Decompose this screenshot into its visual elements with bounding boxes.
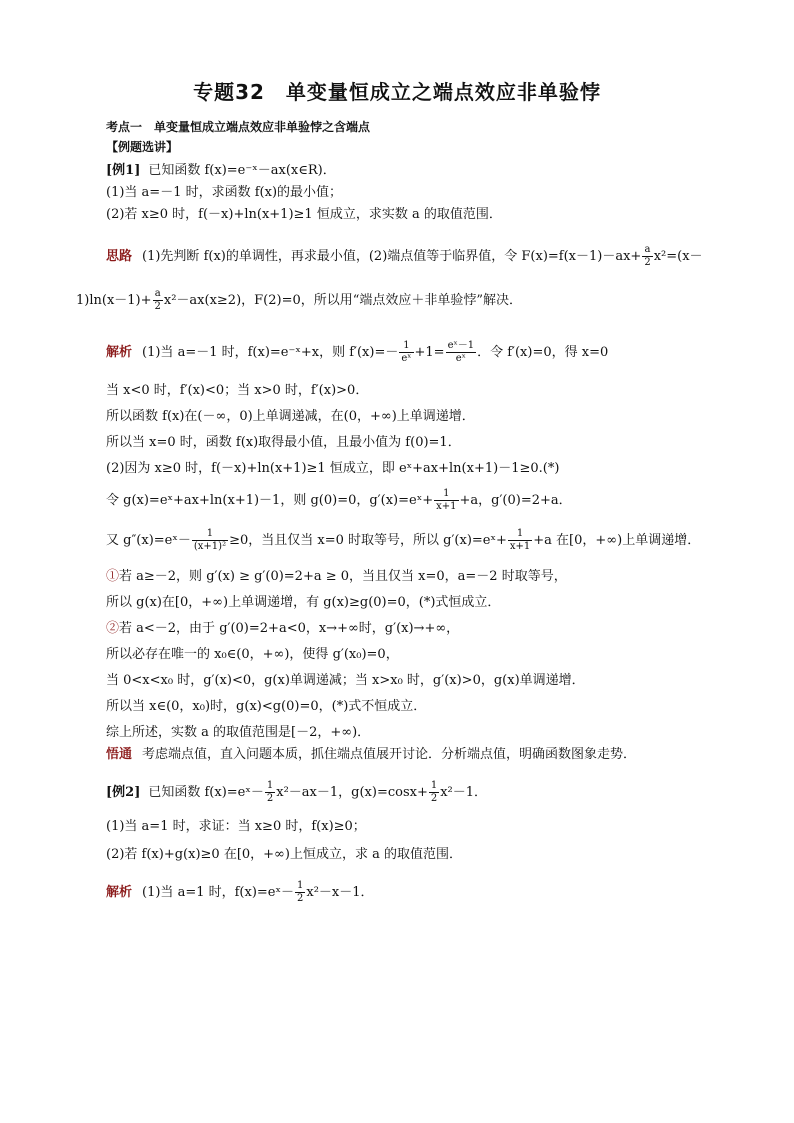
example-1-q1: (1)当 a=－1 时，求函数 f(x)的最小值； <box>106 185 343 200</box>
wutong-line <box>106 746 636 764</box>
jiexi-2-line-1: 解析 (1)当 a=1 时，f(x)=eˣ－ $\frac{1}{2}$ x²－x－1． <box>106 880 374 904</box>
jiexi-1-line-8: ①若 a≥－2，则 g′(x) ≥ g′(0)=2+a ≥ 0，当且仅当 x=0，a=－2 时取等号， <box>106 569 567 584</box>
example-2-q1: (1)当 a=1 时，求证：当 x≥0 时，f(x)≥0； <box>106 819 366 834</box>
fraction-1-over-2: $\frac{1}{2}$ <box>266 780 274 804</box>
jiexi-1-label: 解析 <box>106 345 133 360</box>
silu-text-2b: x²－ax(x≥2)，F(2)=0，所以用“端点效应＋非单验悖”解决． <box>163 293 523 308</box>
fraction-1-over-x-plus-1-b: $\frac{1}{x+1}$ <box>509 528 531 552</box>
page-title: 专题32 单变量恒成立之端点效应非单验悖 <box>193 80 601 104</box>
example-2-stem: [例2] 已知函数 f(x)=eˣ－ $\frac{1}{2}$ x²－ax－1，g(x)=cosx+ $\frac{1}{2}$ x²－1． <box>106 780 488 804</box>
fraction-1-over-2-c: $\frac{1}{2}$ <box>297 880 304 904</box>
fraction-1-over-x-plus-1-squared: $\frac{1}{\text{(x+1)²}}$ <box>193 528 227 552</box>
fraction-a-over-2: $\frac{a}{2}$ <box>644 244 651 268</box>
jiexi-2-label: 解析 <box>106 885 133 900</box>
silu-text-1b: x²=(x－ <box>653 249 703 264</box>
jiexi-1-line-5: (2)因为 x≥0 时，f(－x)+ln(x+1)≥1 恒成立，即 eˣ+ax+ln(x+1)－1≥0.(*) <box>106 461 560 476</box>
jiexi-1-line-4: 所以当 x=0 时，函数 f(x)取得最小值，且最小值为 f(0)=1． <box>106 435 461 450</box>
jiexi-1-line-11: 所以必存在唯一的 x₀∈(0，+∞)，使得 g′(x₀)=0， <box>106 647 399 662</box>
jiexi-1-line-13: 所以当 x∈(0，x₀)时，g(x)<g(0)=0，(*)式不恒成立． <box>106 699 427 714</box>
jiexi-1-line-9: 所以 g(x)在[0，+∞)上单调递增，有 g(x)≥g(0)=0，(*)式恒成立． <box>106 595 501 610</box>
fraction-a-over-2-b: $\frac{a}{2}$ <box>154 288 161 312</box>
fraction-1-over-ex: $\frac{1}{\text{eˣ}}$ <box>401 340 412 364</box>
wutong-text: 考虑端点值，直入问题本质，抓住端点值展开讨论．分析端点值，明确函数图象走势． <box>142 747 637 762</box>
jiexi-1-line-6: 令 g(x)=eˣ+ax+ln(x+1)－1，则 g(0)=0，g′(x)=eˣ+ $\frac{1}{x+1}$ +a，g′(0)=2+a． <box>106 488 572 512</box>
section-heading: 【例题选讲】 <box>106 140 179 154</box>
example-2-label: [例2] <box>106 785 141 800</box>
kaodian-heading: 考点一 单变量恒成立端点效应非单验悖之含端点 <box>106 120 371 134</box>
example-1-q2: (2)若 x≥0 时，f(－x)+ln(x+1)≥1 恒成立，求实数 a 的取值范围． <box>106 207 502 222</box>
example-1-text: 已知函数 f(x)=e⁻ˣ－ax(x∈R)． <box>148 163 336 178</box>
example-2-q2: (2)若 f(x)+g(x)≥0 在[0，+∞)上恒成立，求 a 的取值范围． <box>106 847 462 862</box>
example-1-label: [例1] <box>106 163 141 178</box>
jiexi-1-line-10: ②若 a<－2，由于 g′(0)=2+a<0，x→+∞时，g′(x)→+∞， <box>106 621 460 636</box>
jiexi-1-line-3: 所以函数 f(x)在(－∞，0)上单调递减，在(0，+∞)上单调递增． <box>106 409 475 424</box>
fraction-1-over-x-plus-1: $\frac{1}{x+1}$ <box>436 488 457 512</box>
silu-line-1 <box>106 244 703 269</box>
jiexi-1-line-12: 当 0<x<x₀ 时，g′(x)<0，g(x)单调递减；当 x>x₀ 时，g′(x)>0，g(x)单调递增． <box>106 673 585 688</box>
fraction-ex-minus-1-over-ex: $\frac{\text{eˣ－1}}{\text{eˣ}}$ <box>447 340 475 364</box>
silu-label: 思路 <box>106 249 133 264</box>
fraction-1-over-2-b: $\frac{1}{2}$ <box>430 780 438 804</box>
jiexi-1-line-2: 当 x<0 时，f′(x)<0；当 x>0 时，f′(x)>0． <box>106 383 369 398</box>
jiexi-1-line-7: 又 g″(x)=eˣ－ $\frac{1}{\text{(x+1)²}}$ ≥0，当且仅当 x=0 时取等号，所以 g′(x)=eˣ+ $\frac{1}{x+1}$ +a 在[0，+∞)上单调递增． <box>106 528 701 552</box>
silu-text-1a: (1)先判断 f(x)的单调性，再求最小值，(2)端点值等于临界值，令 F(x)=f(x－1)－ax+ <box>142 249 642 264</box>
silu-text-2a: 1)ln(x－1)+ <box>76 293 152 308</box>
circled-one: ① <box>106 569 120 584</box>
jiexi-1-line-14: 综上所述，实数 a 的取值范围是[－2，+∞)． <box>106 725 371 740</box>
silu-line-2 <box>76 288 522 313</box>
wutong-label: 悟通 <box>106 747 133 762</box>
jiexi-1-line-1: 解析 (1)当 a=－1 时，f(x)=e⁻ˣ+x，则 f′(x)=－ $\frac{1}{\text{eˣ}}$ +1= $\frac{\text{eˣ－1}}{\text{eˣ}}$ ．令 f′(x)=0，得 x=0 <box>106 340 609 364</box>
example-1-stem <box>106 162 336 180</box>
circled-two: ② <box>106 621 120 636</box>
